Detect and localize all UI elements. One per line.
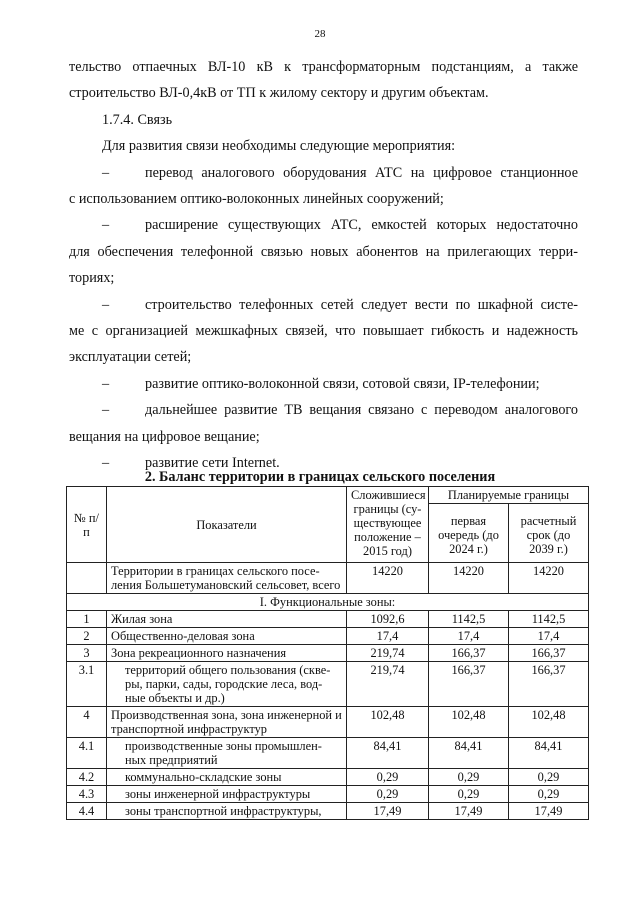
paragraph-line: строительство ВЛ-0,4кВ от ТП к жилому сектору и другим объектам. xyxy=(69,85,489,102)
table-cell: 0,29 xyxy=(347,786,429,803)
table-cell: 166,37 xyxy=(509,645,589,662)
table-cell: 102,48 xyxy=(429,707,509,738)
bullet-text: расширение существующих АТС, емкостей которых недостаточно xyxy=(145,217,578,234)
bullet-list xyxy=(69,160,578,477)
table-cell xyxy=(67,563,107,594)
table-row xyxy=(67,786,589,803)
table-cell: 4.1 xyxy=(67,738,107,769)
table-cell: производственные зоны промышлен-ных предприятий xyxy=(107,738,347,769)
table-cell: 14220 xyxy=(347,563,429,594)
table-cell: 219,74 xyxy=(347,662,429,707)
paragraph-line: тельство отпаечных ВЛ-10 кВ к трансформаторным подстанциям, а также xyxy=(69,59,578,75)
table-cell: 0,29 xyxy=(429,769,509,786)
bullet-continuation: ме с организацией межшкафных связей, что повышает гибкость и надежность xyxy=(69,323,578,340)
table-cell: Зона рекреационного назначения xyxy=(107,645,347,662)
balance-table xyxy=(66,486,589,820)
bullet-continuation: для обеспечения телефонной связью новых абонентов на прилегающих терри- xyxy=(69,243,578,260)
table-row xyxy=(67,628,589,645)
table-cell: 4.2 xyxy=(67,769,107,786)
intro-paragraph: Для развития связи необходимы следующие мероприятия: xyxy=(102,138,456,155)
header-existing: Сложившиеся границы (су-ществующее положение – 2015 год) xyxy=(347,487,429,563)
table-cell: территорий общего пользования (скве-ры, парки, сады, городские леса, вод-ные объекты и др.) xyxy=(107,662,347,707)
bullet-continuation: эксплуатации сетей; xyxy=(69,349,192,366)
header-num: № п/п xyxy=(67,487,107,563)
table-cell: Общественно-деловая зона xyxy=(107,628,347,645)
table-row xyxy=(67,645,589,662)
table-cell: 0,29 xyxy=(509,786,589,803)
table-cell: 84,41 xyxy=(509,738,589,769)
bullet-item xyxy=(69,160,578,186)
table-row xyxy=(67,611,589,628)
table-cell: 17,4 xyxy=(429,628,509,645)
section-row xyxy=(67,594,589,611)
table-cell: 166,37 xyxy=(509,662,589,707)
table-row xyxy=(67,662,589,707)
table-cell: 1092,6 xyxy=(347,611,429,628)
table-cell: 0,29 xyxy=(509,769,589,786)
table-cell: 17,4 xyxy=(347,628,429,645)
table-cell: зоны инженерной инфраструктуры xyxy=(107,786,347,803)
table-title: 2. Баланс территории в границах сельского поселения xyxy=(144,469,496,485)
header-indicator: Показатели xyxy=(107,487,347,563)
table-row xyxy=(67,738,589,769)
table-cell: 219,74 xyxy=(347,645,429,662)
section-heading: 1.7.4. Связь xyxy=(102,111,173,128)
table-cell: 1142,5 xyxy=(509,611,589,628)
table-row xyxy=(67,707,589,738)
table-cell: зоны транспортной инфраструктуры, xyxy=(107,803,347,820)
section-label: I. Функциональные зоны: xyxy=(67,594,589,611)
bullet-continuation: с использованием оптико-волоконных линейных сооружений; xyxy=(69,191,444,208)
body-text xyxy=(69,54,578,477)
total-row xyxy=(67,563,589,594)
table-cell: 3.1 xyxy=(67,662,107,707)
table-cell: 0,29 xyxy=(347,769,429,786)
table-cell: 17,49 xyxy=(509,803,589,820)
table-cell: 84,41 xyxy=(347,738,429,769)
page-number: 28 xyxy=(314,28,326,40)
table-cell: Территории в границах сельского посе-ления Большетумановский сельсовет, всего xyxy=(107,563,347,594)
bullet-continuation: вещания на цифровое вещание; xyxy=(69,428,260,445)
table-cell: 2 xyxy=(67,628,107,645)
table-cell: 1142,5 xyxy=(429,611,509,628)
table-cell: 102,48 xyxy=(347,707,429,738)
bullet-dash: – xyxy=(102,402,110,419)
table-cell: Жилая зона xyxy=(107,611,347,628)
bullet-text: перевод аналогового оборудования АТС на цифровое станционное xyxy=(145,164,578,181)
table-cell: 166,37 xyxy=(429,662,509,707)
table-cell: коммунально-складские зоны xyxy=(107,769,347,786)
header-row xyxy=(67,487,589,504)
bullet-text: строительство телефонных сетей следует вести по шкафной систе- xyxy=(145,296,578,313)
bullet-dash: – xyxy=(102,217,110,234)
table-cell: 102,48 xyxy=(509,707,589,738)
bullet-text: дальнейшее развитие ТВ вещания связано с переводом аналогового xyxy=(145,402,578,419)
table-cell: 1 xyxy=(67,611,107,628)
table-cell: 14220 xyxy=(429,563,509,594)
table-cell: 4 xyxy=(67,707,107,738)
header-planned: Планируемые границы xyxy=(429,487,589,504)
header-target: расчетный срок (до 2039 г.) xyxy=(509,504,589,563)
table-row xyxy=(67,769,589,786)
table-cell: 0,29 xyxy=(429,786,509,803)
table-cell: 14220 xyxy=(509,563,589,594)
bullet-dash: – xyxy=(102,296,110,313)
table-cell: 17,4 xyxy=(509,628,589,645)
bullet-item xyxy=(69,371,578,397)
bullet-text: развитие оптико-волоконной связи, сотовой связи, IP-телефонии; xyxy=(145,375,540,392)
bullet-text: развитие сети Internet. xyxy=(145,455,280,472)
table-cell: 17,49 xyxy=(347,803,429,820)
table-cell: 3 xyxy=(67,645,107,662)
table-cell: 17,49 xyxy=(429,803,509,820)
table-cell: 166,37 xyxy=(429,645,509,662)
table-cell: 4.3 xyxy=(67,786,107,803)
bullet-dash: – xyxy=(102,455,110,472)
table-row xyxy=(67,803,589,820)
bullet-item xyxy=(69,292,578,318)
bullet-continuation: ториях; xyxy=(69,270,115,287)
header-first-stage: первая очередь (до 2024 г.) xyxy=(429,504,509,563)
table-cell: Производственная зона, зона инженерной и транспортной инфраструктур xyxy=(107,707,347,738)
bullet-dash: – xyxy=(102,375,110,392)
bullet-dash: – xyxy=(102,164,110,181)
table-cell: 84,41 xyxy=(429,738,509,769)
bullet-item xyxy=(69,212,578,238)
table-cell: 4.4 xyxy=(67,803,107,820)
bullet-item xyxy=(69,397,578,423)
